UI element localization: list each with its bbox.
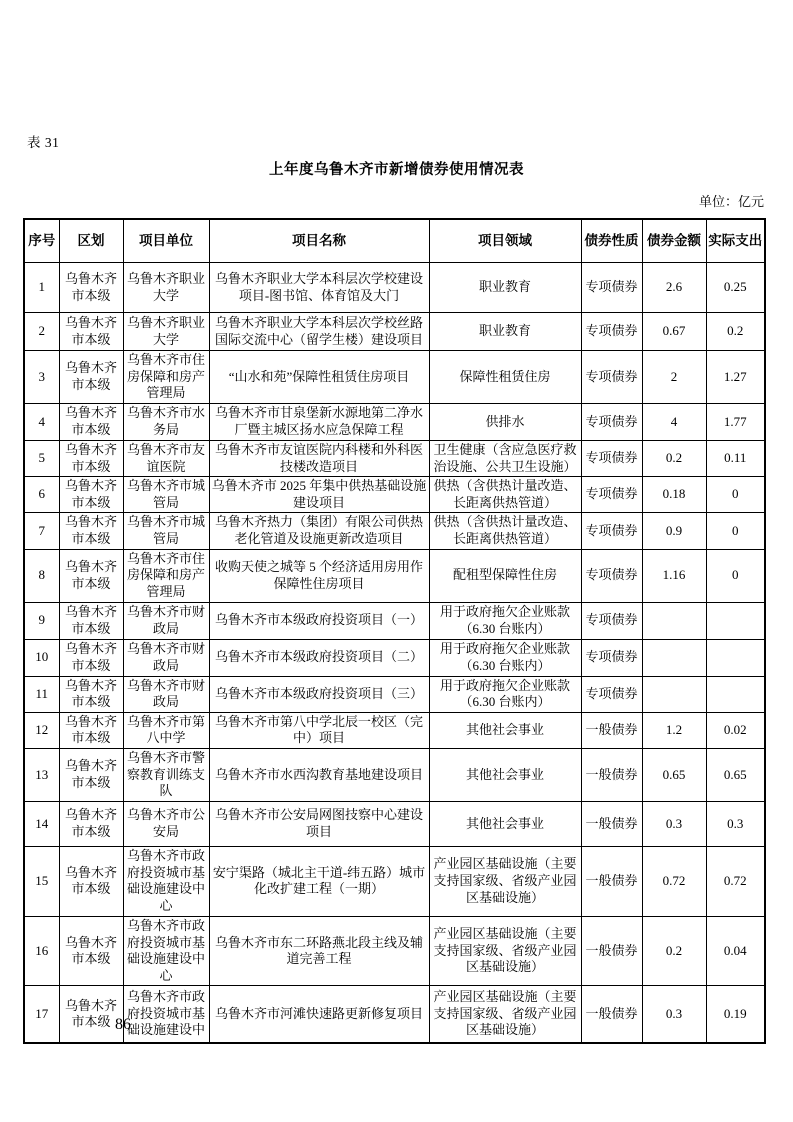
cell-bond-amount: 0.3: [642, 986, 706, 1043]
cell-serial-no: 15: [24, 846, 59, 916]
cell-project-unit: 乌鲁木齐市政府投资城市基础设施建设中心: [123, 846, 209, 916]
cell-actual-spend: 0.25: [706, 263, 765, 313]
cell-bond-amount: 0.2: [642, 440, 706, 476]
table-row: [24, 712, 765, 748]
cell-bond-amount: 0.72: [642, 846, 706, 916]
table-header-row: [24, 219, 765, 263]
cell-bond-nature: 专项债券: [581, 440, 642, 476]
table-row: [24, 846, 765, 916]
cell-serial-no: 3: [24, 351, 59, 404]
table-row: [24, 351, 765, 404]
cell-project-field: 供热（含供热计量改造、长距离供热管道）: [429, 513, 581, 549]
cell-project-name: 乌鲁木齐市本级政府投资项目（二）: [209, 639, 429, 676]
cell-district: 乌鲁木齐市本级: [59, 602, 123, 639]
table-row: [24, 916, 765, 986]
cell-actual-spend: 0: [706, 549, 765, 602]
table-row: [24, 403, 765, 440]
cell-district: 乌鲁木齐市本级: [59, 263, 123, 313]
cell-project-name: 乌鲁木齐市 2025 年集中供热基础设施建设项目: [209, 477, 429, 513]
cell-district: 乌鲁木齐市本级: [59, 440, 123, 476]
cell-serial-no: 6: [24, 477, 59, 513]
cell-bond-amount: [642, 602, 706, 639]
cell-project-field: 职业教育: [429, 313, 581, 351]
col-header-serial-no: 序号: [24, 219, 59, 263]
table-row: [24, 801, 765, 846]
cell-project-field: 职业教育: [429, 263, 581, 313]
cell-district: 乌鲁木齐市本级: [59, 549, 123, 602]
cell-bond-nature: 一般债券: [581, 749, 642, 802]
cell-project-unit: 乌鲁木齐职业大学: [123, 263, 209, 313]
bond-usage-table: [23, 218, 766, 1044]
cell-district: 乌鲁木齐市本级: [59, 351, 123, 404]
cell-project-name: 乌鲁木齐市河滩快速路更新修复项目: [209, 986, 429, 1043]
cell-bond-amount: 1.2: [642, 712, 706, 748]
cell-project-field: 用于政府拖欠企业账款（6.30 台账内）: [429, 676, 581, 712]
cell-bond-nature: 专项债券: [581, 477, 642, 513]
col-header-actual-spend: 实际支出: [706, 219, 765, 263]
cell-project-name: 安宁渠路（城北主干道-纬五路）城市化改扩建工程（一期）: [209, 846, 429, 916]
cell-bond-nature: 专项债券: [581, 676, 642, 712]
cell-project-name: 乌鲁木齐市本级政府投资项目（三）: [209, 676, 429, 712]
cell-project-name: 乌鲁木齐热力（集团）有限公司供热老化管道及设施更新改造项目: [209, 513, 429, 549]
table-row: [24, 263, 765, 313]
cell-bond-nature: 专项债券: [581, 639, 642, 676]
cell-bond-amount: 2.6: [642, 263, 706, 313]
cell-serial-no: 17: [24, 986, 59, 1043]
cell-bond-nature: 一般债券: [581, 846, 642, 916]
col-header-bond-nature: 债券性质: [581, 219, 642, 263]
cell-project-field: 其他社会事业: [429, 801, 581, 846]
cell-district: 乌鲁木齐市本级: [59, 639, 123, 676]
cell-project-unit: 乌鲁木齐市城管局: [123, 477, 209, 513]
cell-bond-nature: 专项债券: [581, 513, 642, 549]
cell-project-unit: 乌鲁木齐市住房保障和房产管理局: [123, 351, 209, 404]
cell-district: 乌鲁木齐市本级: [59, 749, 123, 802]
cell-bond-nature: 专项债券: [581, 351, 642, 404]
cell-actual-spend: 0.02: [706, 712, 765, 748]
cell-project-name: 乌鲁木齐职业大学本科层次学校丝路国际交流中心（留学生楼）建设项目: [209, 313, 429, 351]
cell-bond-amount: 0.9: [642, 513, 706, 549]
table-row: [24, 477, 765, 513]
cell-serial-no: 8: [24, 549, 59, 602]
cell-serial-no: 11: [24, 676, 59, 712]
cell-district: 乌鲁木齐市本级: [59, 916, 123, 986]
table-row: [24, 639, 765, 676]
cell-serial-no: 1: [24, 263, 59, 313]
cell-district: 乌鲁木齐市本级: [59, 477, 123, 513]
cell-bond-nature: 一般债券: [581, 801, 642, 846]
cell-bond-nature: 一般债券: [581, 712, 642, 748]
cell-actual-spend: 0.72: [706, 846, 765, 916]
cell-serial-no: 12: [24, 712, 59, 748]
table-row: [24, 513, 765, 549]
cell-actual-spend: 0: [706, 477, 765, 513]
table-row: [24, 313, 765, 351]
cell-project-field: 用于政府拖欠企业账款（6.30 台账内）: [429, 639, 581, 676]
cell-serial-no: 9: [24, 602, 59, 639]
cell-bond-nature: 专项债券: [581, 313, 642, 351]
table-row: [24, 749, 765, 802]
cell-serial-no: 2: [24, 313, 59, 351]
cell-project-field: 配租型保障性住房: [429, 549, 581, 602]
cell-project-name: 乌鲁木齐职业大学本科层次学校建设项目-图书馆、体育馆及大门: [209, 263, 429, 313]
cell-actual-spend: 1.77: [706, 403, 765, 440]
cell-project-field: 其他社会事业: [429, 712, 581, 748]
table-row: [24, 602, 765, 639]
cell-serial-no: 10: [24, 639, 59, 676]
cell-bond-amount: 0.67: [642, 313, 706, 351]
cell-serial-no: 13: [24, 749, 59, 802]
cell-actual-spend: 0.04: [706, 916, 765, 986]
table-row: [24, 986, 765, 1043]
cell-project-unit: 乌鲁木齐市公安局: [123, 801, 209, 846]
cell-project-name: 乌鲁木齐市友谊医院内科楼和外科医技楼改造项目: [209, 440, 429, 476]
cell-district: 乌鲁木齐市本级: [59, 676, 123, 712]
table-row: [24, 676, 765, 712]
cell-project-unit: 乌鲁木齐市住房保障和房产管理局: [123, 549, 209, 602]
cell-project-unit: 乌鲁木齐市城管局: [123, 513, 209, 549]
cell-serial-no: 4: [24, 403, 59, 440]
cell-project-field: 供热（含供热计量改造、长距离供热管道）: [429, 477, 581, 513]
cell-actual-spend: 0.2: [706, 313, 765, 351]
cell-serial-no: 7: [24, 513, 59, 549]
cell-project-field: 供排水: [429, 403, 581, 440]
cell-project-name: 乌鲁木齐市公安局网图技察中心建设项目: [209, 801, 429, 846]
cell-project-unit: 乌鲁木齐市财政局: [123, 676, 209, 712]
page-number: 86: [115, 1016, 131, 1033]
cell-project-name: 乌鲁木齐市水西沟教育基地建设项目: [209, 749, 429, 802]
cell-bond-nature: 专项债券: [581, 602, 642, 639]
cell-district: 乌鲁木齐市本级: [59, 986, 123, 1043]
cell-project-unit: 乌鲁木齐市第八中学: [123, 712, 209, 748]
cell-project-unit: 乌鲁木齐市财政局: [123, 639, 209, 676]
cell-actual-spend: [706, 639, 765, 676]
cell-district: 乌鲁木齐市本级: [59, 846, 123, 916]
cell-district: 乌鲁木齐市本级: [59, 712, 123, 748]
table-row: [24, 549, 765, 602]
cell-bond-amount: [642, 639, 706, 676]
cell-project-field: 产业园区基础设施（主要支持国家级、省级产业园区基础设施）: [429, 916, 581, 986]
col-header-bond-amount: 债券金额: [642, 219, 706, 263]
cell-project-name: 乌鲁木齐市甘泉堡新水源地第二净水厂暨主城区扬水应急保障工程: [209, 403, 429, 440]
cell-project-unit: 乌鲁木齐市警察教育训练支队: [123, 749, 209, 802]
cell-project-unit: 乌鲁木齐职业大学: [123, 313, 209, 351]
cell-bond-amount: 0.65: [642, 749, 706, 802]
cell-district: 乌鲁木齐市本级: [59, 513, 123, 549]
cell-project-name: 收购天使之城等 5 个经济适用房用作保障性住房项目: [209, 549, 429, 602]
cell-project-field: 保障性租赁住房: [429, 351, 581, 404]
cell-project-name: 乌鲁木齐市本级政府投资项目（一）: [209, 602, 429, 639]
table-row: [24, 440, 765, 476]
cell-bond-amount: 2: [642, 351, 706, 404]
cell-project-name: 乌鲁木齐市第八中学北辰一校区（完中）项目: [209, 712, 429, 748]
cell-bond-nature: 专项债券: [581, 263, 642, 313]
table-number-label: 表 31: [27, 135, 60, 150]
cell-bond-amount: 0.2: [642, 916, 706, 986]
cell-project-name: “山水和苑”保障性租赁住房项目: [209, 351, 429, 404]
cell-project-field: 产业园区基础设施（主要支持国家级、省级产业园区基础设施）: [429, 846, 581, 916]
cell-serial-no: 5: [24, 440, 59, 476]
cell-serial-no: 16: [24, 916, 59, 986]
cell-district: 乌鲁木齐市本级: [59, 403, 123, 440]
cell-actual-spend: 0.19: [706, 986, 765, 1043]
cell-project-name: 乌鲁木齐市东二环路燕北段主线及辅道完善工程: [209, 916, 429, 986]
cell-bond-amount: 0.18: [642, 477, 706, 513]
cell-project-unit: 乌鲁木齐市水务局: [123, 403, 209, 440]
cell-actual-spend: 0.11: [706, 440, 765, 476]
cell-actual-spend: [706, 602, 765, 639]
cell-district: 乌鲁木齐市本级: [59, 313, 123, 351]
cell-actual-spend: 0: [706, 513, 765, 549]
unit-note: 单位：亿元: [698, 194, 764, 209]
cell-bond-amount: 1.16: [642, 549, 706, 602]
cell-project-field: 其他社会事业: [429, 749, 581, 802]
col-header-project-name: 项目名称: [209, 219, 429, 263]
cell-project-field: 卫生健康（含应急医疗救治设施、公共卫生设施）: [429, 440, 581, 476]
col-header-project-field: 项目领域: [429, 219, 581, 263]
cell-project-unit: 乌鲁木齐市政府投资城市基础设施建设中: [123, 986, 209, 1043]
cell-bond-nature: 专项债券: [581, 549, 642, 602]
col-header-project-unit: 项目单位: [123, 219, 209, 263]
cell-bond-amount: 4: [642, 403, 706, 440]
cell-district: 乌鲁木齐市本级: [59, 801, 123, 846]
cell-bond-nature: 专项债券: [581, 403, 642, 440]
cell-project-unit: 乌鲁木齐市政府投资城市基础设施建设中心: [123, 916, 209, 986]
cell-project-unit: 乌鲁木齐市财政局: [123, 602, 209, 639]
col-header-district: 区划: [59, 219, 123, 263]
cell-actual-spend: [706, 676, 765, 712]
cell-actual-spend: 1.27: [706, 351, 765, 404]
cell-project-field: 用于政府拖欠企业账款（6.30 台账内）: [429, 602, 581, 639]
cell-bond-nature: 一般债券: [581, 916, 642, 986]
cell-serial-no: 14: [24, 801, 59, 846]
cell-bond-amount: 0.3: [642, 801, 706, 846]
page-title: 上年度乌鲁木齐市新增债券使用情况表: [269, 162, 524, 178]
cell-bond-amount: [642, 676, 706, 712]
cell-actual-spend: 0.65: [706, 749, 765, 802]
cell-actual-spend: 0.3: [706, 801, 765, 846]
cell-project-field: 产业园区基础设施（主要支持国家级、省级产业园区基础设施）: [429, 986, 581, 1043]
cell-bond-nature: 一般债券: [581, 986, 642, 1043]
cell-project-unit: 乌鲁木齐市友谊医院: [123, 440, 209, 476]
